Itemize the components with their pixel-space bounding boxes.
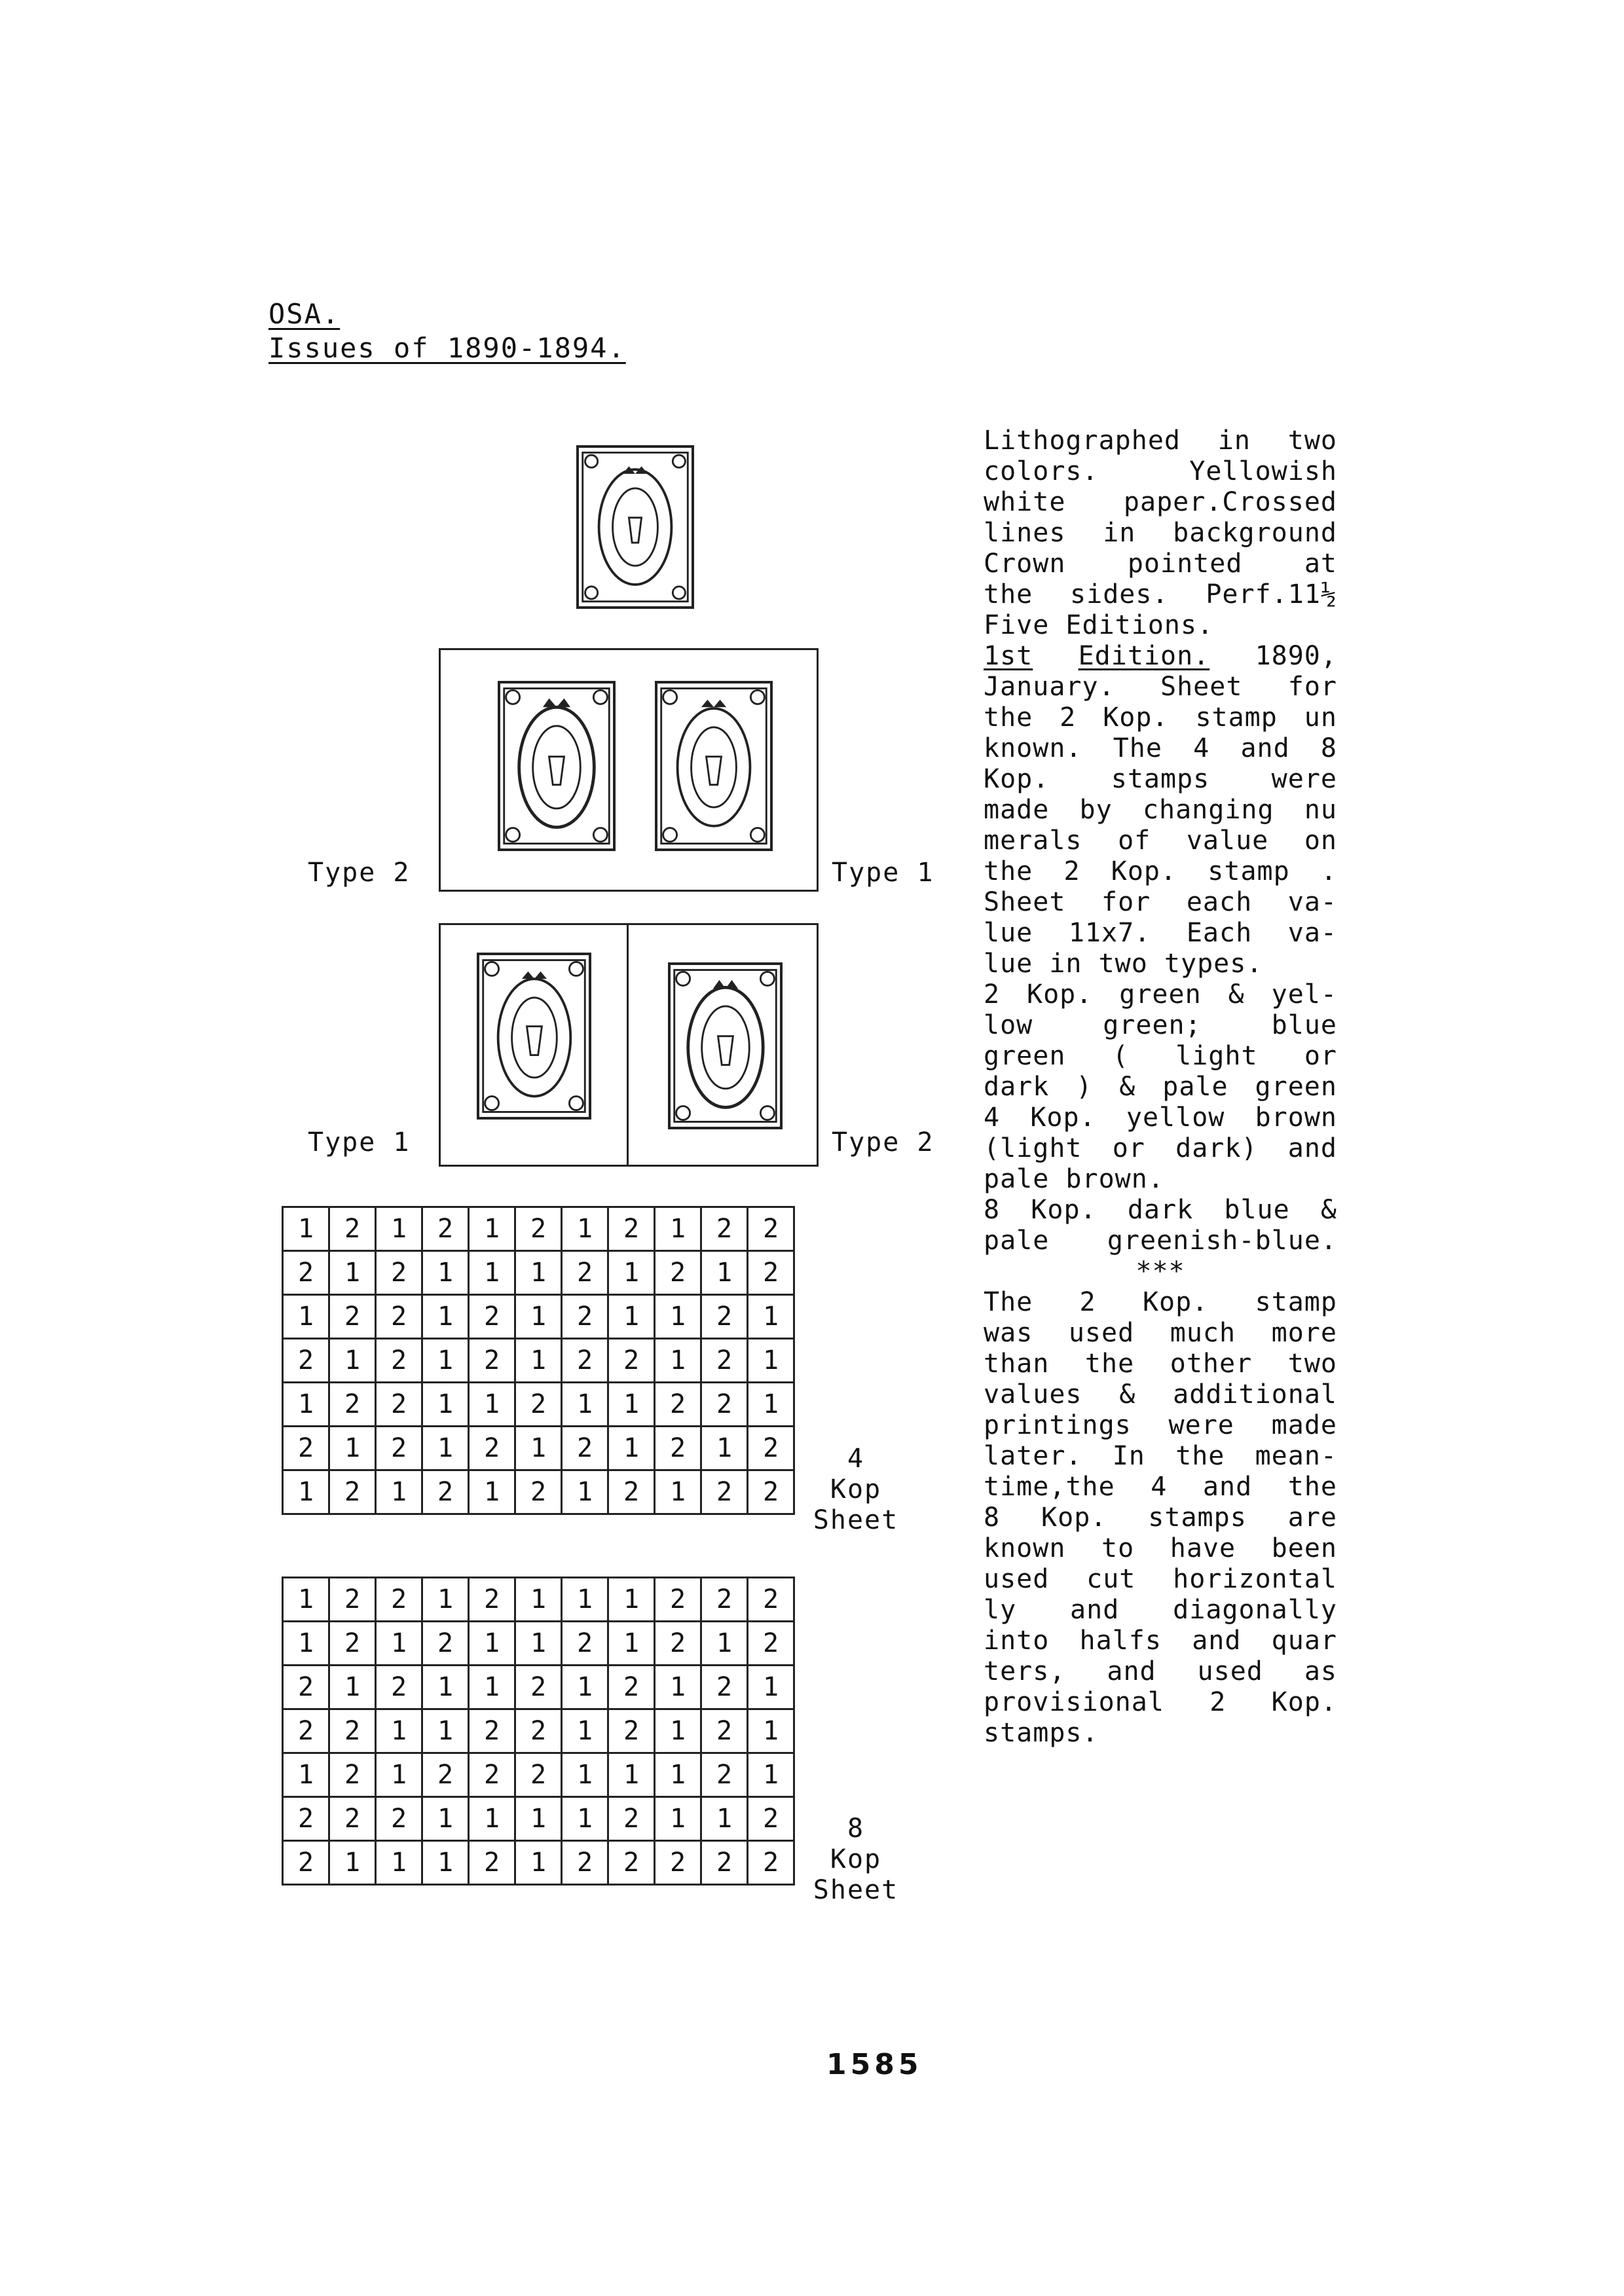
sheet-cell: 1: [562, 1207, 608, 1251]
sheet-cell: 2: [329, 1578, 376, 1622]
sheet-cell: 2: [608, 1666, 655, 1709]
description-line: used cut horizontal: [984, 1564, 1337, 1594]
sheet-cell: 1: [562, 1578, 608, 1622]
stamp-image-single: [576, 445, 694, 609]
sheet-cell: 1: [608, 1753, 655, 1797]
sheet-cell: 2: [515, 1666, 562, 1709]
description-line: pale greenish-blue.: [984, 1226, 1337, 1256]
sheet-cell: 2: [655, 1383, 701, 1427]
sheet-cell: 1: [562, 1666, 608, 1709]
description-line: pale brown.: [984, 1164, 1164, 1194]
description-line: January. Sheet for: [984, 672, 1337, 702]
sheet-cell: 1: [701, 1427, 748, 1470]
description-line: colors. Yellowish: [984, 456, 1337, 486]
stamp-image-type-1-bottom: [477, 953, 591, 1120]
description-line: was used much more: [984, 1318, 1337, 1348]
sheet-cell: 1: [469, 1622, 515, 1666]
description-line: the sides. Perf.11½: [984, 579, 1337, 610]
description-line: 1st Edition. 1890,: [984, 641, 1337, 671]
stamp-image-type-2-bottom: [668, 962, 783, 1129]
sheet-cell: 1: [515, 1841, 562, 1885]
sheet-row: [283, 1383, 794, 1427]
sheet-cell: 1: [469, 1383, 515, 1427]
sheet-cell: 1: [376, 1753, 422, 1797]
sheet-cell: 1: [515, 1797, 562, 1841]
sheet-cell: 1: [748, 1339, 794, 1383]
description-line: values & additional: [984, 1379, 1337, 1410]
sheet-cell: 2: [422, 1622, 469, 1666]
sheet-row: [283, 1578, 794, 1622]
sheet-cell: 1: [376, 1841, 422, 1885]
sheet-cell: 1: [329, 1666, 376, 1709]
sheet-cell: 2: [469, 1427, 515, 1470]
sheet-cell: 2: [701, 1470, 748, 1514]
description-line: Five Editions.: [984, 610, 1214, 640]
sheet-cell: 1: [562, 1709, 608, 1753]
sheet-cell: 2: [422, 1470, 469, 1514]
sheet-cell: 2: [329, 1383, 376, 1427]
stamp-image-type-1-top: [655, 681, 773, 851]
sheet-cell: 2: [422, 1207, 469, 1251]
sheet-cell: 1: [422, 1797, 469, 1841]
sheet-cell: 1: [422, 1841, 469, 1885]
sheet-cell: 2: [283, 1666, 329, 1709]
sheet-cell: 2: [655, 1841, 701, 1885]
sheet-cell: 1: [376, 1470, 422, 1514]
description-line: Sheet for each va-: [984, 887, 1337, 917]
sheet-cell: 1: [469, 1207, 515, 1251]
description-text: [984, 426, 1337, 1749]
sheet-cell: 1: [655, 1339, 701, 1383]
description-line: the 2 Kop. stamp .: [984, 856, 1337, 886]
sheet-cell: 1: [608, 1427, 655, 1470]
sheet-label-8-kop: [807, 1813, 905, 1906]
label-type-2-top: Type 2: [308, 858, 411, 888]
description-line: low green; blue: [984, 1010, 1337, 1040]
label-type-1-top: Type 1: [832, 858, 934, 888]
sheet-cell: 1: [469, 1251, 515, 1295]
sheet-cell: 2: [748, 1427, 794, 1470]
sheet-cell: 2: [515, 1207, 562, 1251]
sheet-row: [283, 1339, 794, 1383]
sheet-cell: 2: [376, 1251, 422, 1295]
sheet-cell: 2: [608, 1470, 655, 1514]
description-line: lue in two types.: [984, 949, 1263, 979]
sheet-cell: 1: [283, 1295, 329, 1339]
sheet-cell: 2: [701, 1578, 748, 1622]
section-title: OSA.: [268, 298, 341, 330]
sheet-cell: 1: [748, 1709, 794, 1753]
sheet-cell: 2: [329, 1753, 376, 1797]
sheet-cell: 1: [608, 1295, 655, 1339]
sheet-cell: 2: [562, 1841, 608, 1885]
sheet-cell: 2: [608, 1207, 655, 1251]
sheet-cell: 2: [283, 1797, 329, 1841]
sheet-cell: 1: [329, 1427, 376, 1470]
description-line: ly and diagonally: [984, 1595, 1337, 1625]
description-line: 2 Kop. green & yel-: [984, 979, 1337, 1010]
sheet-label-line: 4: [847, 1444, 865, 1474]
sheet-cell: 1: [701, 1622, 748, 1666]
stamp-design-icon: [579, 448, 692, 606]
sheet-cell: 1: [655, 1797, 701, 1841]
sheet-row: [283, 1841, 794, 1885]
sheet-cell: 1: [376, 1207, 422, 1251]
sheet-cell: 2: [376, 1797, 422, 1841]
sheet-label-line: Sheet: [813, 1505, 899, 1535]
sheet-cell: 2: [283, 1841, 329, 1885]
sheet-cell: 1: [748, 1383, 794, 1427]
sheet-row: [283, 1207, 794, 1251]
sheet-cell: 2: [655, 1427, 701, 1470]
sheet-cell: 1: [515, 1251, 562, 1295]
sheet-cell: 1: [562, 1470, 608, 1514]
sheet-cell: 2: [376, 1666, 422, 1709]
sheet-cell: 2: [469, 1709, 515, 1753]
sheet-cell: 1: [655, 1709, 701, 1753]
sheet-cell: 1: [283, 1753, 329, 1797]
description-line: time,the 4 and the: [984, 1472, 1337, 1502]
sheet-cell: 2: [376, 1578, 422, 1622]
sheet-cell: 2: [515, 1383, 562, 1427]
sheet-cell: 2: [608, 1841, 655, 1885]
sheet-cell: 1: [562, 1753, 608, 1797]
description-line: merals of value on: [984, 826, 1337, 856]
sheet-cell: 2: [469, 1339, 515, 1383]
description-line: the 2 Kop. stamp un: [984, 702, 1337, 733]
sheet-layout-8-kop: [282, 1576, 795, 1886]
sheet-cell: 2: [515, 1709, 562, 1753]
sheet-cell: 2: [469, 1753, 515, 1797]
label-type-2-bottom: Type 2: [832, 1127, 934, 1157]
sheet-cell: 2: [329, 1709, 376, 1753]
sheet-label-line: Sheet: [813, 1875, 899, 1905]
stamp-design-icon: [479, 955, 589, 1117]
sheet-cell: 2: [376, 1339, 422, 1383]
sheet-cell: 2: [422, 1753, 469, 1797]
sheet-cell: 1: [283, 1470, 329, 1514]
sheet-cell: 1: [608, 1383, 655, 1427]
description-line: ***: [1135, 1256, 1185, 1286]
sheet-cell: 2: [701, 1753, 748, 1797]
sheet-cell: 1: [515, 1295, 562, 1339]
sheet-cell: 2: [748, 1470, 794, 1514]
sheet-cell: 2: [701, 1709, 748, 1753]
description-line: later. In the mean-: [984, 1441, 1337, 1471]
sheet-cell: 2: [748, 1578, 794, 1622]
sheet-cell: 1: [562, 1383, 608, 1427]
sheet-cell: 2: [562, 1295, 608, 1339]
description-line: than the other two: [984, 1349, 1337, 1379]
sheet-cell: 1: [515, 1427, 562, 1470]
sheet-row: [283, 1753, 794, 1797]
sheet-cell: 2: [562, 1251, 608, 1295]
sheet-cell: 1: [655, 1207, 701, 1251]
sheet-cell: 1: [515, 1339, 562, 1383]
description-line: known to have been: [984, 1533, 1337, 1563]
sheet-cell: 2: [469, 1841, 515, 1885]
sheet-cell: 1: [608, 1578, 655, 1622]
sheet-cell: 2: [562, 1427, 608, 1470]
description-line: printings were made: [984, 1410, 1337, 1440]
sheet-cell: 1: [748, 1666, 794, 1709]
description-line: lines in background: [984, 518, 1337, 548]
sheet-row: [283, 1797, 794, 1841]
stamp-design-icon: [671, 965, 780, 1127]
description-line: Crown pointed at: [984, 549, 1337, 579]
sheet-cell: 2: [283, 1709, 329, 1753]
description-line: 8 Kop. dark blue &: [984, 1195, 1337, 1225]
description-line: lue 11x7. Each va-: [984, 918, 1337, 948]
sheet-row: [283, 1427, 794, 1470]
sheet-cell: 2: [748, 1797, 794, 1841]
sheet-cell: 2: [562, 1339, 608, 1383]
sheet-cell: 2: [469, 1295, 515, 1339]
sheet-cell: 1: [562, 1797, 608, 1841]
sheet-cell: 2: [701, 1207, 748, 1251]
sheet-cell: 2: [655, 1251, 701, 1295]
sheet-cell: 2: [329, 1797, 376, 1841]
sheet-layout-4-kop: [282, 1206, 795, 1515]
sheet-cell: 2: [329, 1622, 376, 1666]
description-line: ters, and used as: [984, 1656, 1337, 1686]
sheet-label-line: 8: [847, 1813, 865, 1844]
sheet-cell: 1: [748, 1295, 794, 1339]
sheet-cell: 2: [701, 1339, 748, 1383]
sheet-row: [283, 1470, 794, 1514]
description-line: made by changing nu: [984, 795, 1337, 825]
description-line: into halfs and quar: [984, 1626, 1337, 1656]
sheet-cell: 2: [748, 1251, 794, 1295]
sheet-cell: 2: [376, 1295, 422, 1339]
sheet-cell: 1: [422, 1666, 469, 1709]
sheet-cell: 1: [283, 1578, 329, 1622]
sheet-cell: 1: [655, 1753, 701, 1797]
sheet-cell: 2: [748, 1207, 794, 1251]
description-line: stamps.: [984, 1718, 1099, 1748]
description-line: (light or dark) and: [984, 1133, 1337, 1163]
description-line: 8 Kop. stamps are: [984, 1503, 1337, 1533]
label-type-1-bottom: Type 1: [308, 1127, 411, 1157]
sheet-cell: 1: [422, 1427, 469, 1470]
sheet-cell: 2: [655, 1622, 701, 1666]
sheet-cell: 1: [608, 1622, 655, 1666]
sheet-cell: 2: [701, 1841, 748, 1885]
description-line: The 2 Kop. stamp: [984, 1287, 1337, 1317]
stamp-design-icon: [657, 683, 770, 848]
sheet-cell: 2: [701, 1383, 748, 1427]
sheet-cell: 2: [701, 1666, 748, 1709]
sheet-cell: 1: [748, 1753, 794, 1797]
sheet-row: [283, 1709, 794, 1753]
sheet-cell: 2: [329, 1207, 376, 1251]
sheet-cell: 2: [608, 1339, 655, 1383]
sheet-cell: 2: [283, 1339, 329, 1383]
sheet-row: [283, 1295, 794, 1339]
sheet-cell: 1: [283, 1622, 329, 1666]
sheet-cell: 1: [422, 1578, 469, 1622]
sheet-cell: 1: [469, 1666, 515, 1709]
sheet-cell: 2: [608, 1797, 655, 1841]
sheet-cell: 1: [422, 1709, 469, 1753]
sheet-cell: 2: [515, 1470, 562, 1514]
sheet-cell: 1: [329, 1841, 376, 1885]
sheet-cell: 2: [283, 1427, 329, 1470]
sheet-cell: 1: [329, 1339, 376, 1383]
sheet-cell: 2: [701, 1295, 748, 1339]
description-line: Kop. stamps were: [984, 764, 1337, 794]
sheet-cell: 1: [701, 1797, 748, 1841]
sheet-cell: 1: [469, 1797, 515, 1841]
sheet-cell: 2: [469, 1578, 515, 1622]
sheet-cell: 2: [376, 1383, 422, 1427]
sheet-cell: 1: [376, 1622, 422, 1666]
sheet-row: [283, 1251, 794, 1295]
sheet-cell: 1: [655, 1470, 701, 1514]
sheet-label-line: Kop: [830, 1844, 882, 1874]
sheet-cell: 2: [515, 1753, 562, 1797]
sheet-cell: 2: [376, 1427, 422, 1470]
description-line: known. The 4 and 8: [984, 733, 1337, 763]
sheet-cell: 1: [655, 1295, 701, 1339]
sheet-cell: 2: [655, 1578, 701, 1622]
stamp-design-icon: [500, 683, 613, 848]
sheet-cell: 1: [376, 1709, 422, 1753]
sheet-cell: 2: [329, 1295, 376, 1339]
sheet-cell: 2: [329, 1470, 376, 1514]
sheet-cell: 1: [608, 1251, 655, 1295]
page-number: 1585: [826, 2048, 923, 2081]
description-line: dark ) & pale green: [984, 1072, 1337, 1102]
sheet-label-4-kop: [807, 1444, 905, 1536]
sheet-row: [283, 1622, 794, 1666]
sheet-cell: 1: [515, 1622, 562, 1666]
sheet-row: [283, 1666, 794, 1709]
description-line: 4 Kop. yellow brown: [984, 1102, 1337, 1133]
section-subtitle: Issues of 1890-1894.: [268, 332, 626, 364]
sheet-cell: 1: [469, 1470, 515, 1514]
sheet-cell: 1: [283, 1207, 329, 1251]
sheet-cell: 2: [562, 1622, 608, 1666]
sheet-cell: 1: [422, 1339, 469, 1383]
sheet-cell: 2: [748, 1622, 794, 1666]
description-line: provisional 2 Kop.: [984, 1687, 1337, 1717]
sheet-cell: 1: [655, 1666, 701, 1709]
sheet-cell: 2: [748, 1841, 794, 1885]
sheet-cell: 1: [283, 1383, 329, 1427]
stamp-image-type-2-top: [498, 681, 616, 851]
sheet-cell: 2: [608, 1709, 655, 1753]
sheet-cell: 1: [422, 1383, 469, 1427]
sheet-label-line: Kop: [830, 1474, 882, 1504]
description-line: Lithographed in two: [984, 426, 1337, 456]
sheet-cell: 1: [422, 1251, 469, 1295]
sheet-cell: 1: [329, 1251, 376, 1295]
sheet-cell: 1: [422, 1295, 469, 1339]
sheet-cell: 1: [515, 1578, 562, 1622]
sheet-cell: 1: [701, 1251, 748, 1295]
description-line: white paper.Crossed: [984, 487, 1337, 517]
sheet-cell: 2: [283, 1251, 329, 1295]
description-line: green ( light or: [984, 1041, 1337, 1071]
